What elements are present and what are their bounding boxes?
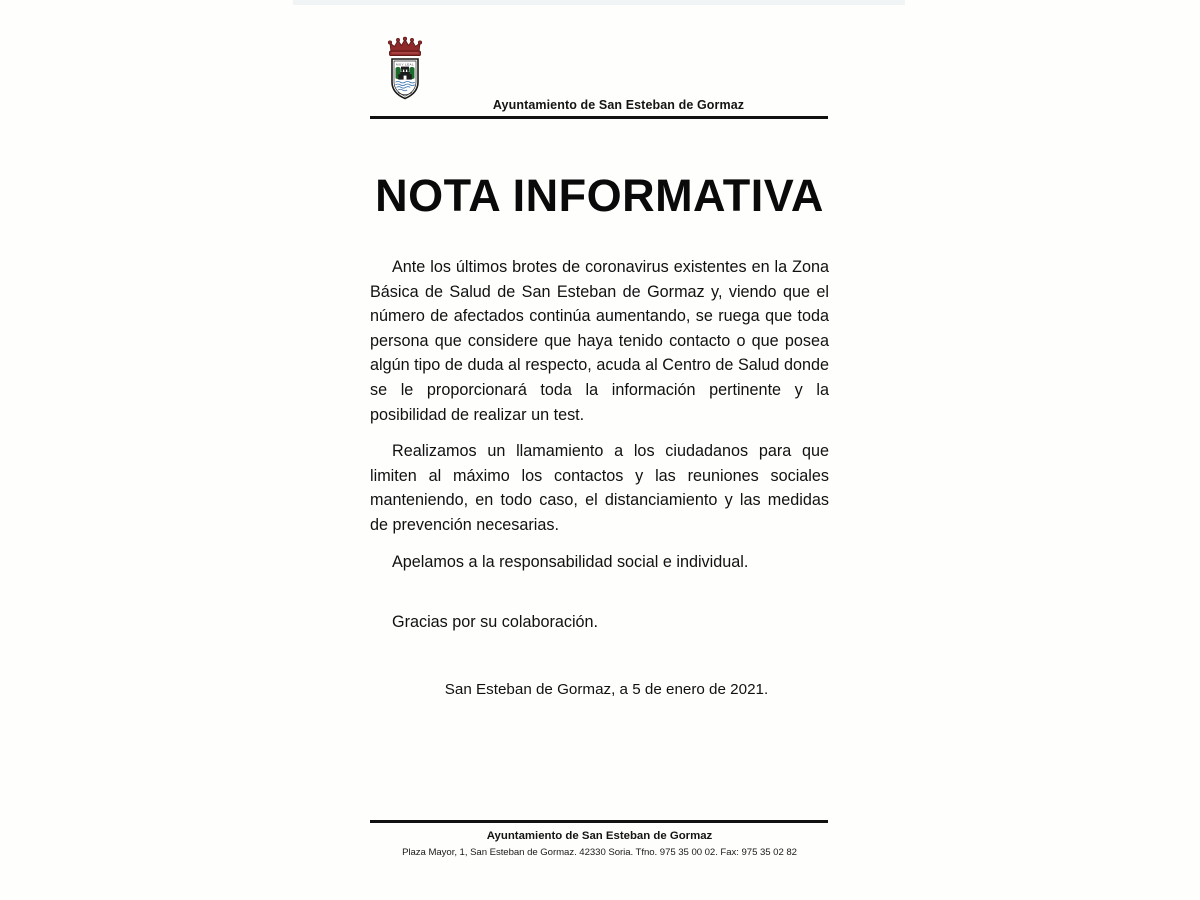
svg-text:MUY LEAL: MUY LEAL [395, 62, 415, 67]
document-header [370, 28, 829, 116]
paragraph-2: Realizamos un llamamiento a los ciudadanos para que limiten al máximo los contactos y las reuniones sociales manteniendo, en todo caso, el distanciamiento y las medidas de prevención necesarias. [370, 442, 829, 534]
document-sheet [370, 0, 829, 900]
header-divider [370, 116, 828, 119]
footer-divider [370, 820, 828, 823]
footer-address: Plaza Mayor, 1, San Esteban de Gormaz. 42330 Soria. Tfno. 975 35 00 02. Fax: 975 35 02 82 [402, 847, 797, 858]
coat-of-arms-icon [382, 32, 428, 102]
paragraph-1: Ante los últimos brotes de coronavirus existentes en la Zona Básica de Salud de San Esteban de Gormaz y, viendo que el número de afectados continúa aumentando, se ruega que toda persona que considere que haya tenido contacto o que posea algún tipo de duda al respecto, acuda al Centro de Salud donde se le proporcionará toda la información pertinente y la posibilidad de realizar un test. [370, 258, 829, 424]
paragraph-3: Apelamos a la responsabilidad social e individual. [392, 552, 749, 571]
paragraph-4: Gracias por su colaboración. [392, 613, 599, 632]
date-line: San Esteban de Gormaz, a 5 de enero de 2021. [444, 680, 769, 698]
page-title: NOTA INFORMATIVA [375, 170, 824, 221]
document-body [370, 255, 829, 701]
header-organization-name: Ayuntamiento de San Esteban de Gormaz [492, 98, 745, 112]
footer-organization-name: Ayuntamiento de San Esteban de Gormaz [486, 830, 713, 842]
